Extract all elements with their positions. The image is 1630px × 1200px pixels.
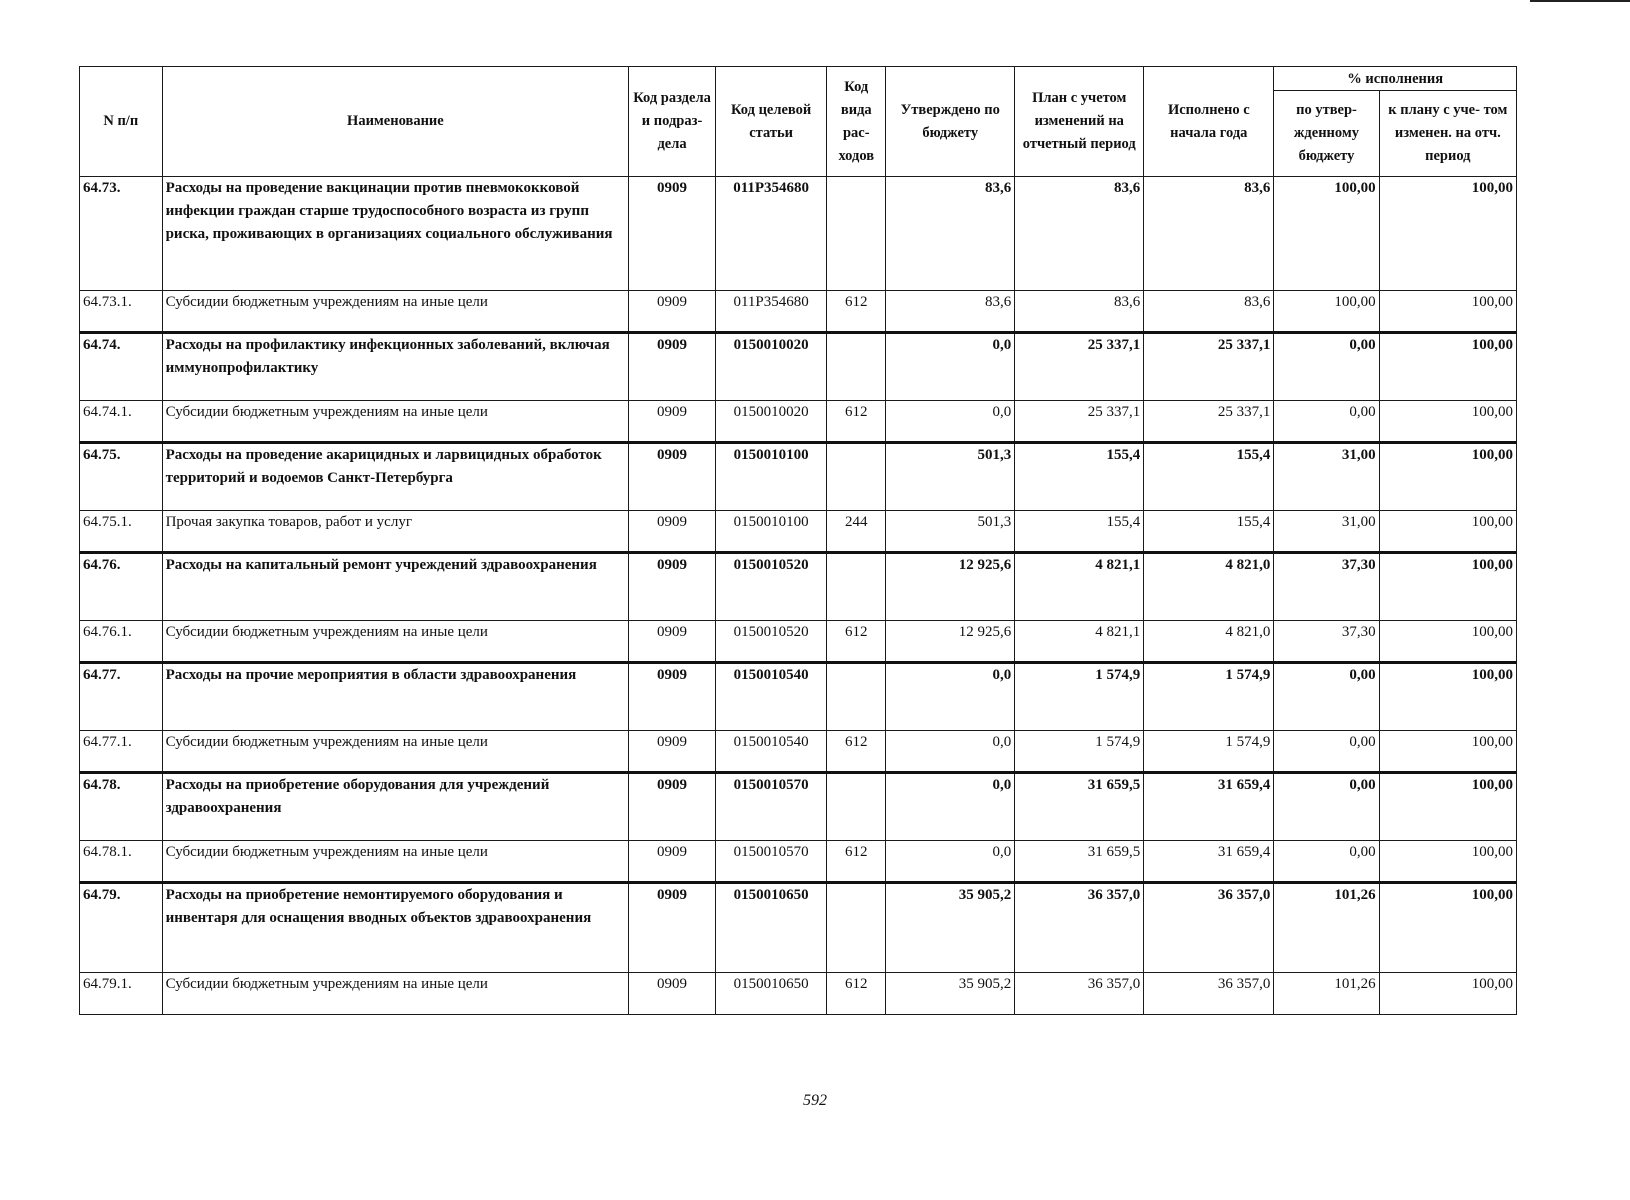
row-section-code: 0909 bbox=[629, 773, 716, 841]
row-name: Субсидии бюджетным учреждениям на иные цели bbox=[162, 291, 629, 333]
row-plan: 4 821,1 bbox=[1015, 553, 1144, 621]
row-percent-plan: 100,00 bbox=[1379, 773, 1516, 841]
row-percent-plan: 100,00 bbox=[1379, 401, 1516, 443]
row-approved: 12 925,6 bbox=[886, 621, 1015, 663]
row-executed: 4 821,0 bbox=[1144, 621, 1274, 663]
row-section-code: 0909 bbox=[629, 663, 716, 731]
row-kind-code: 612 bbox=[827, 401, 886, 443]
row-percent-plan: 100,00 bbox=[1379, 841, 1516, 883]
header-percent-budget: по утвер- жденному бюджету bbox=[1274, 91, 1379, 177]
row-executed: 155,4 bbox=[1144, 511, 1274, 553]
row-section-code: 0909 bbox=[629, 511, 716, 553]
row-plan: 1 574,9 bbox=[1015, 663, 1144, 731]
row-plan: 155,4 bbox=[1015, 511, 1144, 553]
row-executed: 25 337,1 bbox=[1144, 333, 1274, 401]
row-executed: 36 357,0 bbox=[1144, 973, 1274, 1015]
row-section-code: 0909 bbox=[629, 333, 716, 401]
row-section-code: 0909 bbox=[629, 621, 716, 663]
row-approved: 83,6 bbox=[886, 177, 1015, 291]
row-percent-budget: 100,00 bbox=[1274, 291, 1379, 333]
table-header bbox=[80, 67, 1517, 177]
row-number: 64.78. bbox=[80, 773, 163, 841]
row-approved: 12 925,6 bbox=[886, 553, 1015, 621]
row-percent-budget: 0,00 bbox=[1274, 841, 1379, 883]
row-section-code: 0909 bbox=[629, 973, 716, 1015]
table-row-sub bbox=[80, 291, 1517, 333]
row-percent-budget: 37,30 bbox=[1274, 621, 1379, 663]
row-approved: 501,3 bbox=[886, 511, 1015, 553]
row-name: Субсидии бюджетным учреждениям на иные цели bbox=[162, 841, 629, 883]
row-approved: 35 905,2 bbox=[886, 883, 1015, 973]
row-name bbox=[162, 177, 629, 291]
row-number: 64.77.1. bbox=[80, 731, 163, 773]
row-target-code: 0150010570 bbox=[715, 773, 826, 841]
row-name: Расходы на профилактику инфекционных заболеваний, включая иммунопрофилактику bbox=[162, 333, 629, 401]
row-plan: 25 337,1 bbox=[1015, 401, 1144, 443]
row-executed: 36 357,0 bbox=[1144, 883, 1274, 973]
row-target-code: 0150010100 bbox=[715, 511, 826, 553]
row-name: Расходы на прочие мероприятия в области здравоохранения bbox=[162, 663, 629, 731]
row-number: 64.73. bbox=[80, 177, 163, 291]
row-section-code: 0909 bbox=[629, 443, 716, 511]
row-kind-code: 612 bbox=[827, 731, 886, 773]
table-row-main bbox=[80, 443, 1517, 511]
table-row-sub bbox=[80, 841, 1517, 883]
row-target-code: 0150010650 bbox=[715, 973, 826, 1015]
row-target-code: 0150010570 bbox=[715, 841, 826, 883]
row-target-code: 011P354680 bbox=[715, 177, 826, 291]
row-plan: 36 357,0 bbox=[1015, 973, 1144, 1015]
row-number: 64.76.1. bbox=[80, 621, 163, 663]
row-section-code: 0909 bbox=[629, 883, 716, 973]
row-percent-plan: 100,00 bbox=[1379, 333, 1516, 401]
header-percent-group: % исполнения bbox=[1274, 67, 1517, 91]
table-row-main bbox=[80, 177, 1517, 291]
header-percent-plan: к плану с уче- том изменен. на отч. период bbox=[1379, 91, 1516, 177]
table-row-main bbox=[80, 553, 1517, 621]
row-number: 64.79. bbox=[80, 883, 163, 973]
row-kind-code: 612 bbox=[827, 621, 886, 663]
header-section-code: Код раздела и подраз- дела bbox=[629, 67, 716, 177]
header-approved: Утверждено по бюджету bbox=[886, 67, 1015, 177]
row-executed: 25 337,1 bbox=[1144, 401, 1274, 443]
row-kind-code bbox=[827, 333, 886, 401]
table-row-sub bbox=[80, 731, 1517, 773]
row-kind-code bbox=[827, 883, 886, 973]
row-percent-plan: 100,00 bbox=[1379, 553, 1516, 621]
header-plan: План с учетом изменений на отчетный период bbox=[1015, 67, 1144, 177]
row-plan: 25 337,1 bbox=[1015, 333, 1144, 401]
table-row-main bbox=[80, 663, 1517, 731]
row-section-code: 0909 bbox=[629, 841, 716, 883]
row-number: 64.75.1. bbox=[80, 511, 163, 553]
row-plan: 31 659,5 bbox=[1015, 841, 1144, 883]
row-percent-budget: 0,00 bbox=[1274, 663, 1379, 731]
row-percent-plan: 100,00 bbox=[1379, 663, 1516, 731]
row-target-code: 0150010020 bbox=[715, 333, 826, 401]
table-row-main bbox=[80, 773, 1517, 841]
row-number: 64.75. bbox=[80, 443, 163, 511]
row-percent-plan: 100,00 bbox=[1379, 511, 1516, 553]
table-row-sub bbox=[80, 973, 1517, 1015]
row-plan: 4 821,1 bbox=[1015, 621, 1144, 663]
row-section-code: 0909 bbox=[629, 401, 716, 443]
row-percent-budget: 31,00 bbox=[1274, 511, 1379, 553]
row-number: 64.74. bbox=[80, 333, 163, 401]
row-name: Расходы на приобретение оборудования для учреждений здравоохранения bbox=[162, 773, 629, 841]
row-executed: 83,6 bbox=[1144, 291, 1274, 333]
row-percent-plan: 100,00 bbox=[1379, 621, 1516, 663]
top-edge-rule bbox=[1530, 0, 1630, 2]
row-percent-plan: 100,00 bbox=[1379, 883, 1516, 973]
table-body bbox=[80, 177, 1517, 1015]
row-executed: 1 574,9 bbox=[1144, 731, 1274, 773]
row-section-code: 0909 bbox=[629, 177, 716, 291]
row-executed: 155,4 bbox=[1144, 443, 1274, 511]
row-percent-plan: 100,00 bbox=[1379, 731, 1516, 773]
row-percent-budget: 0,00 bbox=[1274, 773, 1379, 841]
header-kind-code: Код вида рас- ходов bbox=[827, 67, 886, 177]
row-kind-code bbox=[827, 663, 886, 731]
row-executed: 83,6 bbox=[1144, 177, 1274, 291]
row-number: 64.79.1. bbox=[80, 973, 163, 1015]
row-approved: 0,0 bbox=[886, 401, 1015, 443]
row-approved: 0,0 bbox=[886, 333, 1015, 401]
header-name: Наименование bbox=[162, 67, 629, 177]
row-target-code: 0150010540 bbox=[715, 731, 826, 773]
row-section-code: 0909 bbox=[629, 731, 716, 773]
header-target-code: Код целевой статьи bbox=[715, 67, 826, 177]
row-section-code: 0909 bbox=[629, 291, 716, 333]
row-plan: 155,4 bbox=[1015, 443, 1144, 511]
row-kind-code: 244 bbox=[827, 511, 886, 553]
row-name: Расходы на приобретение немонтируемого оборудования и инвентаря для оснащения вводных объектов здравоохранения bbox=[162, 883, 629, 973]
row-approved: 35 905,2 bbox=[886, 973, 1015, 1015]
page-number: 592 bbox=[803, 1092, 827, 1109]
row-section-code: 0909 bbox=[629, 553, 716, 621]
row-target-code: 0150010020 bbox=[715, 401, 826, 443]
row-target-code: 0150010520 bbox=[715, 553, 826, 621]
row-kind-code bbox=[827, 553, 886, 621]
row-name-text: Расходы на проведение вакцинации против пневмококковой инфекции граждан старше трудоспособного возраста из групп риска, проживающих в организациях социального обслуживания bbox=[165, 180, 613, 242]
row-approved: 83,6 bbox=[886, 291, 1015, 333]
row-target-code: 0150010650 bbox=[715, 883, 826, 973]
row-percent-plan: 100,00 bbox=[1379, 973, 1516, 1015]
table-row-main bbox=[80, 883, 1517, 973]
row-name: Субсидии бюджетным учреждениям на иные цели bbox=[162, 973, 629, 1015]
row-percent-budget: 101,26 bbox=[1274, 973, 1379, 1015]
budget-execution-table bbox=[79, 66, 1517, 1015]
row-target-code: 0150010520 bbox=[715, 621, 826, 663]
row-name: Субсидии бюджетным учреждениям на иные цели bbox=[162, 731, 629, 773]
row-plan: 83,6 bbox=[1015, 291, 1144, 333]
row-name: Субсидии бюджетным учреждениям на иные цели bbox=[162, 621, 629, 663]
row-plan: 36 357,0 bbox=[1015, 883, 1144, 973]
row-approved: 0,0 bbox=[886, 841, 1015, 883]
row-approved: 0,0 bbox=[886, 663, 1015, 731]
row-plan: 83,6 bbox=[1015, 177, 1144, 291]
header-executed: Исполнено с начала года bbox=[1144, 67, 1274, 177]
row-number: 64.73.1. bbox=[80, 291, 163, 333]
row-target-code: 0150010540 bbox=[715, 663, 826, 731]
row-executed: 31 659,4 bbox=[1144, 841, 1274, 883]
header-num: N п/п bbox=[80, 67, 163, 177]
row-name: Расходы на капитальный ремонт учреждений здравоохранения bbox=[162, 553, 629, 621]
row-percent-budget: 100,00 bbox=[1274, 177, 1379, 291]
row-name: Прочая закупка товаров, работ и услуг bbox=[162, 511, 629, 553]
row-percent-budget: 0,00 bbox=[1274, 333, 1379, 401]
row-number: 64.78.1. bbox=[80, 841, 163, 883]
row-percent-plan: 100,00 bbox=[1379, 177, 1516, 291]
table-row-main bbox=[80, 333, 1517, 401]
row-executed: 31 659,4 bbox=[1144, 773, 1274, 841]
row-number: 64.77. bbox=[80, 663, 163, 731]
row-percent-budget: 101,26 bbox=[1274, 883, 1379, 973]
row-name: Расходы на проведение акарицидных и ларвицидных обработок территорий и водоемов Санкт-Петербурга bbox=[162, 443, 629, 511]
row-percent-budget: 31,00 bbox=[1274, 443, 1379, 511]
row-plan: 1 574,9 bbox=[1015, 731, 1144, 773]
row-executed: 1 574,9 bbox=[1144, 663, 1274, 731]
row-percent-budget: 0,00 bbox=[1274, 731, 1379, 773]
row-name: Субсидии бюджетным учреждениям на иные цели bbox=[162, 401, 629, 443]
row-kind-code: 612 bbox=[827, 973, 886, 1015]
row-kind-code bbox=[827, 773, 886, 841]
row-plan: 31 659,5 bbox=[1015, 773, 1144, 841]
row-approved: 0,0 bbox=[886, 731, 1015, 773]
row-percent-plan: 100,00 bbox=[1379, 291, 1516, 333]
row-target-code: 011P354680 bbox=[715, 291, 826, 333]
row-kind-code: 612 bbox=[827, 291, 886, 333]
row-approved: 501,3 bbox=[886, 443, 1015, 511]
row-kind-code bbox=[827, 177, 886, 291]
row-approved: 0,0 bbox=[886, 773, 1015, 841]
row-executed: 4 821,0 bbox=[1144, 553, 1274, 621]
row-number: 64.76. bbox=[80, 553, 163, 621]
table-row-sub bbox=[80, 511, 1517, 553]
table-row-sub bbox=[80, 401, 1517, 443]
row-percent-plan: 100,00 bbox=[1379, 443, 1516, 511]
row-target-code: 0150010100 bbox=[715, 443, 826, 511]
row-percent-budget: 37,30 bbox=[1274, 553, 1379, 621]
table-row-sub bbox=[80, 621, 1517, 663]
row-number: 64.74.1. bbox=[80, 401, 163, 443]
row-kind-code bbox=[827, 443, 886, 511]
row-percent-budget: 0,00 bbox=[1274, 401, 1379, 443]
row-kind-code: 612 bbox=[827, 841, 886, 883]
